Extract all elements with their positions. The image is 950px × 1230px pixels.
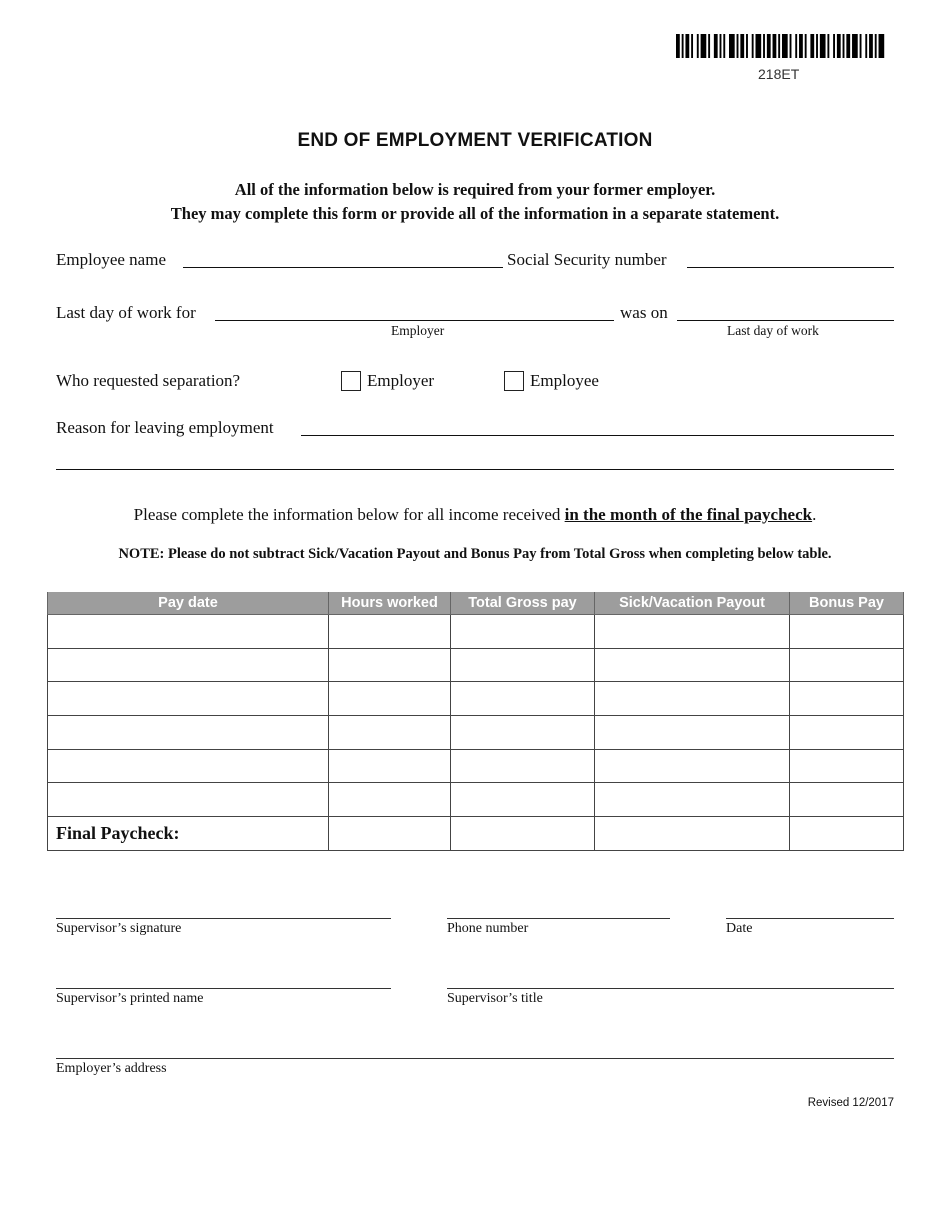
barcode-bar [833, 34, 835, 58]
ssn-label: Social Security number [507, 250, 667, 269]
table-cell[interactable] [48, 749, 329, 783]
barcode-bar [708, 34, 710, 58]
instruction-paragraph [0, 505, 950, 525]
table-row [48, 783, 904, 817]
barcode-bar [799, 34, 803, 58]
instruction-text: Please complete the information below for all income received [133, 505, 565, 524]
table-cell[interactable] [790, 817, 904, 851]
barcode-bar [740, 34, 744, 58]
who-requested-label: Who requested separation? [56, 371, 241, 390]
table-header-row [48, 592, 904, 615]
barcode-bar [852, 34, 858, 58]
intro-line-2: They may complete this form or provide all of the information in a separate statement. [170, 204, 780, 223]
note-text: NOTE: Please do not subtract Sick/Vacation Payout and Bonus Pay from Total Gross when completing below table. [118, 546, 832, 562]
table-cell[interactable] [595, 682, 790, 716]
table-cell[interactable] [595, 648, 790, 682]
supervisor-printed-name-field[interactable] [56, 988, 391, 989]
phone-number-label: Phone number [447, 921, 529, 936]
last-day-field[interactable] [677, 320, 894, 321]
barcode-bar [685, 34, 689, 58]
table-cell[interactable] [329, 648, 451, 682]
barcode-bar [778, 34, 780, 58]
barcode-graphic [676, 34, 888, 58]
intro-line-1: All of the information below is required from your former employer. [234, 180, 716, 199]
form-code: 218ET [758, 66, 800, 82]
instruction-emphasis: in the month of the final paycheck [564, 505, 813, 524]
table-row [48, 615, 904, 649]
employer-address-field[interactable] [56, 1058, 894, 1059]
table-cell[interactable] [595, 749, 790, 783]
table-cell[interactable] [451, 716, 595, 750]
table-cell[interactable] [48, 615, 329, 649]
final-paycheck-row [48, 817, 904, 851]
table-cell[interactable] [451, 749, 595, 783]
barcode-bar [805, 34, 807, 58]
barcode-bar [816, 34, 818, 58]
barcode-bar [810, 34, 814, 58]
employer-checkbox[interactable] [341, 371, 361, 391]
barcode-bar [827, 34, 829, 58]
header-sick-vacation-payout: Sick/Vacation Payout [595, 592, 790, 615]
barcode-bar [767, 34, 771, 58]
barcode-bar [676, 34, 680, 58]
phone-number-field[interactable] [447, 918, 670, 919]
barcode-bar [773, 34, 777, 58]
reason-label: Reason for leaving employment [56, 418, 274, 437]
table-row [48, 716, 904, 750]
table-cell[interactable] [451, 783, 595, 817]
barcode-bar [720, 34, 722, 58]
table-cell[interactable] [595, 783, 790, 817]
page-title: END OF EMPLOYMENT VERIFICATION [297, 130, 653, 151]
table-cell[interactable] [329, 783, 451, 817]
table-cell[interactable] [48, 783, 329, 817]
table-row [48, 648, 904, 682]
barcode-bar [837, 34, 841, 58]
reason-field-line-2[interactable] [56, 469, 894, 470]
employer-field[interactable] [215, 320, 614, 321]
employer-address-label: Employer’s address [56, 1061, 167, 1076]
barcode-bar [875, 34, 877, 58]
ssn-field[interactable] [687, 267, 894, 268]
pay-table [47, 592, 904, 851]
barcode-bar [846, 34, 850, 58]
barcode-bar [691, 34, 693, 58]
table-cell[interactable] [329, 716, 451, 750]
supervisor-title-field[interactable] [447, 988, 894, 989]
table-cell[interactable] [790, 783, 904, 817]
date-label: Date [726, 921, 753, 936]
table-cell[interactable] [329, 817, 451, 851]
header-bonus-pay: Bonus Pay [790, 592, 904, 615]
employer-caption: Employer [391, 323, 445, 338]
header-hours-worked: Hours worked [329, 592, 451, 615]
table-cell[interactable] [595, 615, 790, 649]
table-cell[interactable] [451, 615, 595, 649]
table-cell[interactable] [48, 682, 329, 716]
supervisor-signature-field[interactable] [56, 918, 391, 919]
table-cell[interactable] [790, 648, 904, 682]
barcode-bar [820, 34, 826, 58]
barcode-bar [865, 34, 867, 58]
barcode-bar [729, 34, 735, 58]
barcode-bar [790, 34, 792, 58]
table-cell[interactable] [329, 682, 451, 716]
supervisor-printed-name-label: Supervisor’s printed name [56, 991, 204, 1006]
supervisor-title-label: Supervisor’s title [447, 991, 543, 1006]
revision-date: Revised 12/2017 [807, 1097, 894, 1109]
barcode-bar [782, 34, 788, 58]
table-row [48, 682, 904, 716]
table-cell[interactable] [329, 749, 451, 783]
last-day-caption: Last day of work [727, 323, 819, 338]
barcode-bar [860, 34, 862, 58]
employee-checkbox[interactable] [504, 371, 524, 391]
table-cell[interactable] [48, 648, 329, 682]
header-total-gross-pay: Total Gross pay [451, 592, 595, 615]
last-day-label: Last day of work for [56, 303, 196, 322]
final-paycheck-label: Final Paycheck: [48, 817, 329, 851]
barcode-bar [746, 34, 748, 58]
instruction-suffix: . [812, 505, 817, 524]
employee-name-label: Employee name [56, 250, 166, 269]
barcode-bar [697, 34, 699, 58]
barcode-bar [723, 34, 725, 58]
employee-name-field[interactable] [183, 267, 503, 268]
table-cell[interactable] [451, 817, 595, 851]
table-cell[interactable] [451, 682, 595, 716]
barcode-bar [795, 34, 797, 58]
date-field[interactable] [726, 918, 894, 919]
table-cell[interactable] [790, 716, 904, 750]
header-pay-date: Pay date [48, 592, 329, 615]
supervisor-signature-label: Supervisor’s signature [56, 921, 182, 936]
barcode-bar [756, 34, 762, 58]
table-cell[interactable] [790, 682, 904, 716]
table-cell[interactable] [595, 817, 790, 851]
employer-option-label: Employer [367, 371, 435, 390]
barcode-bar [714, 34, 718, 58]
barcode-bar [752, 34, 754, 58]
barcode-bar [879, 34, 885, 58]
was-on-label: was on [620, 303, 668, 322]
table-cell[interactable] [790, 615, 904, 649]
barcode-bar [682, 34, 684, 58]
reason-field[interactable] [301, 435, 894, 436]
barcode-bar [763, 34, 765, 58]
employee-option-label: Employee [530, 371, 599, 390]
barcode-bar [701, 34, 707, 58]
barcode-bar [737, 34, 739, 58]
barcode-bar [869, 34, 873, 58]
table-cell[interactable] [790, 749, 904, 783]
table-cell[interactable] [48, 716, 329, 750]
barcode-bar [843, 34, 845, 58]
table-cell[interactable] [329, 615, 451, 649]
table-cell[interactable] [451, 648, 595, 682]
table-row [48, 749, 904, 783]
table-cell[interactable] [595, 716, 790, 750]
